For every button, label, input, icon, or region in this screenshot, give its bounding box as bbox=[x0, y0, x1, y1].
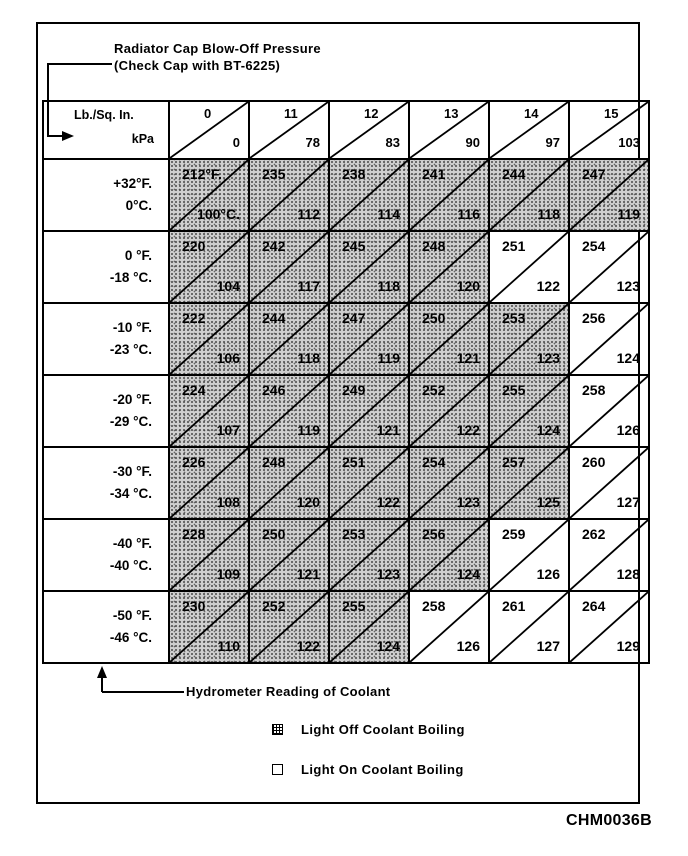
table-cell bbox=[569, 303, 649, 375]
boiling-point-f: 255 bbox=[342, 598, 366, 614]
boiling-point-c: 107 bbox=[216, 422, 240, 438]
psi-unit-label: Lb./Sq. In. bbox=[74, 108, 134, 122]
legend-light-on-label: Light On Coolant Boiling bbox=[301, 762, 464, 777]
boiling-point-f: 251 bbox=[502, 238, 526, 254]
boiling-point-c: 109 bbox=[216, 566, 240, 582]
table-cell-shaded bbox=[249, 591, 329, 663]
table-cell-shaded bbox=[489, 159, 569, 231]
table-cell-shaded bbox=[169, 519, 249, 591]
boiling-point-f: 253 bbox=[502, 310, 526, 326]
row-celsius: -23 °C. bbox=[109, 342, 152, 357]
table-cell bbox=[489, 519, 569, 591]
column-header bbox=[409, 101, 489, 159]
column-kpa: 0 bbox=[232, 135, 240, 150]
boiling-point-f: 261 bbox=[502, 598, 526, 614]
boiling-point-c: 106 bbox=[216, 350, 240, 366]
table-cell bbox=[569, 375, 649, 447]
row-fahrenheit: +32°F. bbox=[113, 176, 152, 191]
boiling-point-f: 249 bbox=[342, 382, 366, 398]
table-row bbox=[43, 375, 649, 447]
shaded-swatch-icon bbox=[272, 724, 283, 735]
boiling-point-f: 247 bbox=[582, 166, 606, 182]
table-cell bbox=[489, 591, 569, 663]
table-cell-shaded bbox=[569, 159, 649, 231]
row-celsius: -40 °C. bbox=[109, 558, 152, 573]
row-fahrenheit: -50 °F. bbox=[112, 608, 152, 623]
column-header bbox=[249, 101, 329, 159]
table-cell-shaded bbox=[409, 519, 489, 591]
boiling-point-f: 252 bbox=[422, 382, 446, 398]
boiling-point-f: 246 bbox=[262, 382, 286, 398]
column-header bbox=[169, 101, 249, 159]
boiling-point-c: 124 bbox=[456, 566, 480, 582]
table-cell-shaded bbox=[169, 231, 249, 303]
boiling-point-f: 256 bbox=[582, 310, 606, 326]
boiling-point-c: 123 bbox=[616, 278, 640, 294]
table-row bbox=[43, 447, 649, 519]
boiling-point-c: 122 bbox=[456, 422, 480, 438]
boiling-point-table bbox=[42, 100, 650, 664]
table-row bbox=[43, 519, 649, 591]
boiling-point-f: 248 bbox=[262, 454, 286, 470]
boiling-point-c: 129 bbox=[616, 638, 640, 654]
column-psi: 13 bbox=[444, 106, 459, 121]
boiling-point-c: 116 bbox=[457, 206, 480, 222]
column-header bbox=[489, 101, 569, 159]
boiling-point-c: 112 bbox=[297, 206, 320, 222]
boiling-point-c: 119 bbox=[377, 350, 400, 366]
chart-frame bbox=[36, 22, 640, 804]
table-cell bbox=[489, 231, 569, 303]
row-header bbox=[43, 303, 169, 375]
column-psi: 0 bbox=[204, 106, 212, 121]
table-cell bbox=[409, 591, 489, 663]
table-cell-shaded bbox=[409, 159, 489, 231]
boiling-point-c: 118 bbox=[297, 350, 320, 366]
boiling-point-f: 254 bbox=[582, 238, 606, 254]
boiling-point-f: 248 bbox=[422, 238, 446, 254]
boiling-point-f: 212°F. bbox=[182, 166, 222, 182]
column-kpa: 78 bbox=[305, 135, 320, 150]
table-cell-shaded bbox=[169, 375, 249, 447]
table-cell-shaded bbox=[249, 231, 329, 303]
table-cell-shaded bbox=[249, 159, 329, 231]
boiling-point-f: 255 bbox=[502, 382, 526, 398]
boiling-point-f: 220 bbox=[182, 238, 206, 254]
boiling-point-c: 127 bbox=[536, 638, 560, 654]
boiling-point-f: 228 bbox=[182, 526, 206, 542]
row-header bbox=[43, 519, 169, 591]
column-psi: 11 bbox=[284, 106, 298, 121]
row-celsius: -18 °C. bbox=[109, 270, 152, 285]
table-cell-shaded bbox=[409, 375, 489, 447]
boiling-point-c: 121 bbox=[456, 350, 480, 366]
column-kpa: 83 bbox=[385, 135, 400, 150]
table-cell-shaded bbox=[169, 303, 249, 375]
table-cell bbox=[569, 591, 649, 663]
boiling-point-f: 235 bbox=[262, 166, 286, 182]
table-cell-shaded bbox=[409, 303, 489, 375]
boiling-point-c: 117 bbox=[297, 278, 320, 294]
row-fahrenheit: -20 °F. bbox=[112, 392, 152, 407]
header-row bbox=[43, 101, 649, 159]
boiling-point-f: 230 bbox=[182, 598, 206, 614]
boiling-point-f: 247 bbox=[342, 310, 366, 326]
boiling-point-c: 122 bbox=[376, 494, 400, 510]
boiling-point-f: 258 bbox=[422, 598, 446, 614]
table-cell-shaded bbox=[249, 303, 329, 375]
table-cell-shaded bbox=[489, 303, 569, 375]
boiling-point-c: 122 bbox=[296, 638, 320, 654]
boiling-point-c: 124 bbox=[616, 350, 640, 366]
boiling-point-f: 251 bbox=[342, 454, 366, 470]
boiling-point-c: 128 bbox=[616, 566, 640, 582]
boiling-point-f: 262 bbox=[582, 526, 606, 542]
boiling-point-c: 119 bbox=[617, 206, 640, 222]
boiling-point-f: 250 bbox=[422, 310, 446, 326]
column-kpa: 97 bbox=[545, 135, 560, 150]
title-line-1: Radiator Cap Blow-Off Pressure bbox=[114, 41, 321, 56]
boiling-point-f: 244 bbox=[262, 310, 286, 326]
boiling-point-c: 104 bbox=[216, 278, 240, 294]
boiling-point-f: 241 bbox=[422, 166, 446, 182]
boiling-point-c: 125 bbox=[536, 494, 560, 510]
hydrometer-label: Hydrometer Reading of Coolant bbox=[186, 684, 391, 699]
row-header bbox=[43, 375, 169, 447]
boiling-point-f: 238 bbox=[342, 166, 366, 182]
table-cell-shaded bbox=[249, 447, 329, 519]
boiling-point-f: 245 bbox=[342, 238, 366, 254]
title-line-2: (Check Cap with BT-6225) bbox=[114, 58, 281, 73]
column-kpa: 90 bbox=[465, 135, 480, 150]
figure-code: CHM0036B bbox=[566, 812, 652, 829]
table-cell-shaded bbox=[169, 159, 249, 231]
boiling-point-c: 118 bbox=[377, 278, 400, 294]
boiling-point-c: 123 bbox=[376, 566, 400, 582]
table-cell-shaded bbox=[409, 447, 489, 519]
table-cell-shaded bbox=[489, 375, 569, 447]
row-header bbox=[43, 591, 169, 663]
boiling-point-f: 226 bbox=[182, 454, 206, 470]
table-row bbox=[43, 231, 649, 303]
column-kpa: 103 bbox=[618, 135, 640, 150]
table-cell-shaded bbox=[169, 591, 249, 663]
table-cell-shaded bbox=[409, 231, 489, 303]
row-header bbox=[43, 447, 169, 519]
legend-item-light-off bbox=[272, 722, 465, 737]
row-celsius: -46 °C. bbox=[109, 630, 152, 645]
row-fahrenheit: -10 °F. bbox=[112, 320, 152, 335]
boiling-point-f: 254 bbox=[422, 454, 446, 470]
boiling-point-c: 123 bbox=[456, 494, 480, 510]
boiling-point-c: 124 bbox=[376, 638, 400, 654]
boiling-point-c: 126 bbox=[616, 422, 640, 438]
column-header bbox=[569, 101, 649, 159]
kpa-unit-label: kPa bbox=[131, 132, 154, 146]
boiling-point-f: 257 bbox=[502, 454, 526, 470]
boiling-point-c: 108 bbox=[216, 494, 240, 510]
row-header bbox=[43, 159, 169, 231]
boiling-point-c: 119 bbox=[297, 422, 320, 438]
boiling-point-f: 259 bbox=[502, 526, 526, 542]
column-psi: 14 bbox=[524, 106, 539, 121]
boiling-point-c: 121 bbox=[296, 566, 320, 582]
table-row bbox=[43, 159, 649, 231]
boiling-point-f: 224 bbox=[182, 382, 206, 398]
boiling-point-c: 123 bbox=[536, 350, 560, 366]
table-cell-shaded bbox=[329, 231, 409, 303]
table-cell-shaded bbox=[329, 375, 409, 447]
boiling-point-c: 126 bbox=[456, 638, 480, 654]
legend-item-light-on bbox=[272, 762, 464, 777]
table-row bbox=[43, 591, 649, 663]
boiling-point-c: 118 bbox=[537, 206, 560, 222]
boiling-point-c: 127 bbox=[616, 494, 640, 510]
column-psi: 15 bbox=[604, 106, 619, 121]
boiling-point-f: 264 bbox=[582, 598, 606, 614]
empty-swatch-icon bbox=[272, 764, 283, 775]
row-celsius: 0°C. bbox=[125, 198, 152, 213]
boiling-point-f: 256 bbox=[422, 526, 446, 542]
table-cell-shaded bbox=[329, 303, 409, 375]
table-cell-shaded bbox=[489, 447, 569, 519]
row-celsius: -34 °C. bbox=[109, 486, 152, 501]
corner-header bbox=[43, 101, 169, 159]
table-cell-shaded bbox=[249, 375, 329, 447]
table-cell-shaded bbox=[329, 591, 409, 663]
boiling-point-f: 253 bbox=[342, 526, 366, 542]
table-row bbox=[43, 303, 649, 375]
table-cell-shaded bbox=[169, 447, 249, 519]
boiling-point-c: 120 bbox=[296, 494, 320, 510]
boiling-point-f: 244 bbox=[502, 166, 526, 182]
boiling-point-c: 100°C. bbox=[197, 206, 240, 222]
boiling-point-f: 260 bbox=[582, 454, 606, 470]
boiling-point-c: 121 bbox=[376, 422, 400, 438]
table-cell-shaded bbox=[329, 447, 409, 519]
table-cell-shaded bbox=[249, 519, 329, 591]
boiling-point-c: 122 bbox=[536, 278, 560, 294]
boiling-point-f: 222 bbox=[182, 310, 206, 326]
column-psi: 12 bbox=[364, 106, 379, 121]
boiling-point-c: 124 bbox=[536, 422, 560, 438]
boiling-point-c: 120 bbox=[456, 278, 480, 294]
legend-light-off-label: Light Off Coolant Boiling bbox=[301, 722, 465, 737]
row-fahrenheit: -30 °F. bbox=[112, 464, 152, 479]
table-cell-shaded bbox=[329, 519, 409, 591]
boiling-point-c: 110 bbox=[217, 638, 240, 654]
row-fahrenheit: -40 °F. bbox=[112, 536, 152, 551]
boiling-point-f: 258 bbox=[582, 382, 606, 398]
boiling-point-c: 126 bbox=[536, 566, 560, 582]
boiling-point-c: 114 bbox=[377, 206, 400, 222]
table-cell bbox=[569, 519, 649, 591]
row-header bbox=[43, 231, 169, 303]
table-cell bbox=[569, 231, 649, 303]
boiling-point-f: 252 bbox=[262, 598, 286, 614]
row-fahrenheit: 0 °F. bbox=[124, 248, 152, 263]
table-cell bbox=[569, 447, 649, 519]
row-celsius: -29 °C. bbox=[109, 414, 152, 429]
boiling-point-f: 250 bbox=[262, 526, 286, 542]
table-cell-shaded bbox=[329, 159, 409, 231]
boiling-point-f: 242 bbox=[262, 238, 286, 254]
column-header bbox=[329, 101, 409, 159]
